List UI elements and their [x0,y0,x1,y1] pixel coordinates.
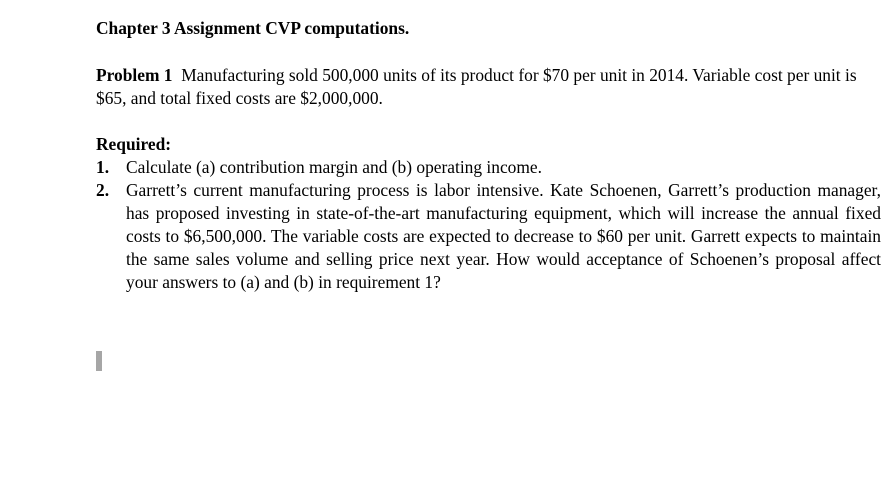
problem-statement [96,64,881,110]
document-title: Chapter 3 Assignment CVP computations. [96,18,410,38]
requirement-item-1 [96,156,881,179]
requirement-number: 1. [96,157,110,177]
text-cursor[interactable] [96,351,102,371]
requirement-item-2 [96,179,881,294]
requirements-list [96,156,881,294]
requirement-text: Calculate (a) contribution margin and (b) operating income. [126,157,542,177]
problem-text: Manufacturing sold 500,000 units of its product for $70 per unit in 2014. Variable cost per unit is $65, and total fixed costs are $2,000,000. [96,65,857,108]
problem-label: Problem 1 [96,65,173,85]
requirement-number: 2. [96,180,110,200]
required-heading: Required: [96,134,172,154]
requirement-text: Garrett’s current manufacturing process is labor intensive. Kate Schoenen, Garrett’s production manager, has proposed investing in state-of-the-art manufacturing equipment, which will increase the annual fixed costs to $6,500,000. The variable costs are expected to decrease to $60 per unit. Garrett expects to maintain the same sales volume and selling price next year. How would acceptance of Schoenen’s proposal affect your answers to (a) and (b) in requirement 1? [126,180,881,292]
